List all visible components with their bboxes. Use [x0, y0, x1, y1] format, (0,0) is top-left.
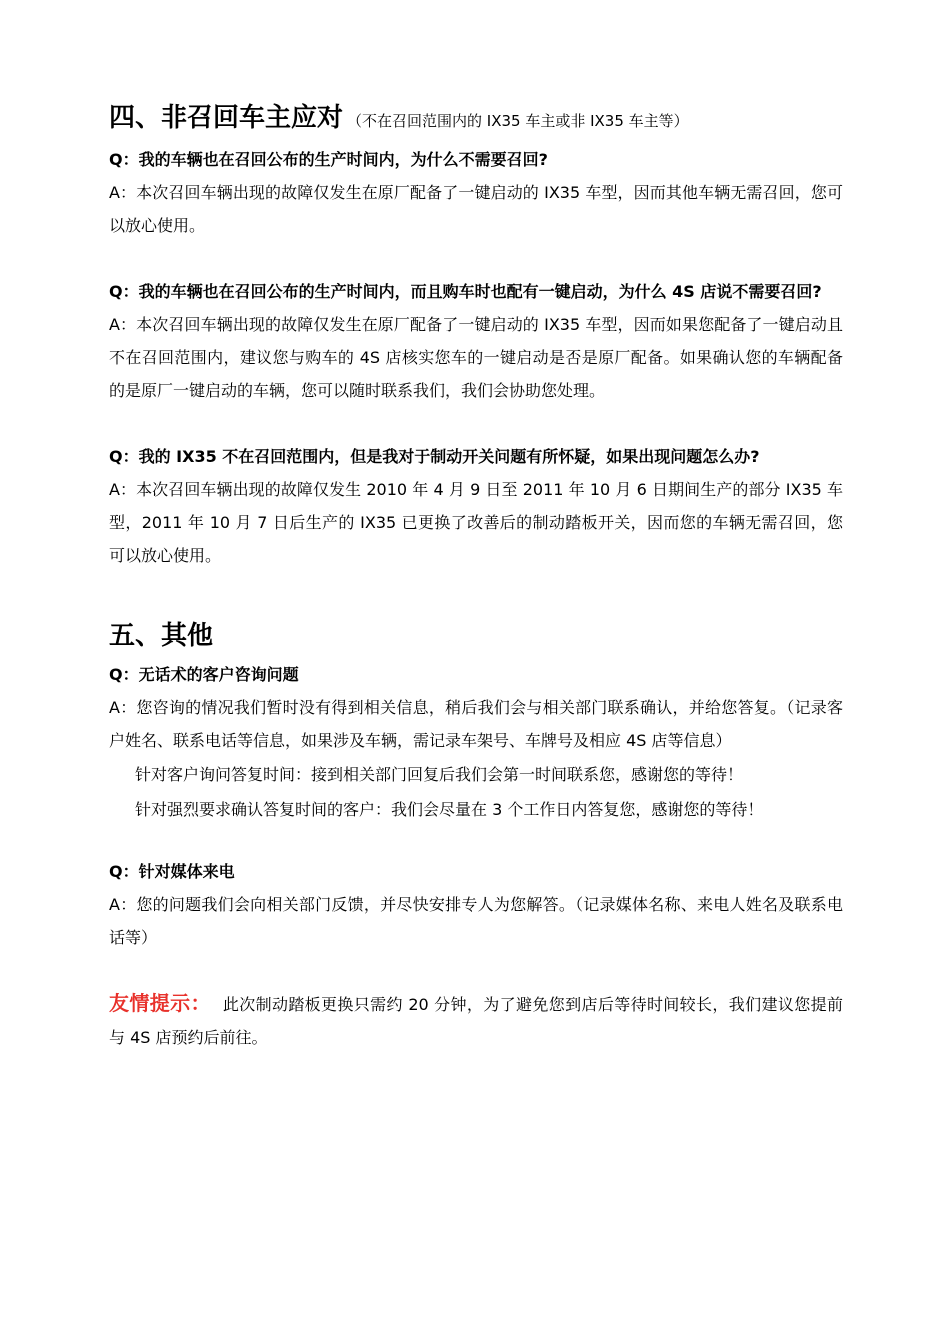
spacer: [109, 954, 843, 987]
question-4-2: Q：我的车辆也在召回公布的生产时间内，而且购车时也配有一键启动，为什么 4S 店说不需要召回?: [109, 282, 822, 301]
question-5-2: Q：针对媒体来电: [109, 862, 235, 881]
answer-4-1: A：本次召回车辆出现的故障仅发生在原厂配备了一键启动的 IX35 车型，因而其他车辆无需召回，您可以放心使用。: [109, 183, 843, 235]
section-4-heading: [109, 96, 843, 143]
document-page: [109, 96, 843, 1054]
tip-label: 友情提示：: [109, 991, 211, 1015]
question-4-3: Q：我的 IX35 不在召回范围内，但是我对于制动开关问题有所怀疑，如果出现问题怎么办?: [109, 447, 760, 466]
spacer: [109, 572, 843, 614]
question-4-1: Q：我的车辆也在召回公布的生产时间内，为什么不需要召回?: [109, 150, 548, 169]
friendly-tip: [109, 987, 843, 1054]
question-5-1: Q：无话术的客户咨询问题: [109, 665, 299, 684]
spacer: [109, 407, 843, 440]
section-4-note: （不在召回范围内的 IX35 车主或非 IX35 车主等）: [347, 112, 689, 130]
section-4-title: 四、非召回车主应对: [109, 103, 344, 133]
spacer: [109, 827, 843, 855]
reply-time-line: 针对客户询问答复时间：接到相关部门回复后我们会第一时间联系您，感谢您的等待！: [135, 765, 744, 784]
answer-5-2: A：您的问题我们会向相关部门反馈，并尽快安排专人为您解答。（记录媒体名称、来电人姓名及联系电话等）: [109, 895, 843, 947]
tip-text: 此次制动踏板更换只需约 20 分钟，为了避免您到店后等待时间较长，我们建议您提前与 4S 店预约后前往。: [109, 995, 843, 1047]
spacer: [109, 242, 843, 275]
answer-4-2: A：本次召回车辆出现的故障仅发生在原厂配备了一键启动的 IX35 车型，因而如果您配备了一键启动且不在召回范围内，建议您与购车的 4S 店核实您车的一键启动是否是原厂配备。如果确认您的车辆配备的是原厂一键启动的车辆，您可以随时联系我们，我们会协助您处理。: [109, 315, 843, 400]
urgent-reply-line: 针对强烈要求确认答复时间的客户：我们会尽量在 3 个工作日内答复您，感谢您的等待！: [135, 800, 764, 819]
answer-4-3: A：本次召回车辆出现的故障仅发生 2010 年 4 月 9 日至 2011 年 10 月 6 日期间生产的部分 IX35 车型，2011 年 10 月 7 日后生产的 IX35 已更换了改善后的制动踏板开关，因而您的车辆无需召回，您可以放心使用。: [109, 480, 843, 565]
answer-5-1: A：您咨询的情况我们暂时没有得到相关信息，稍后我们会与相关部门联系确认，并给您答复。（记录客户姓名、联系电话等信息，如果涉及车辆，需记录车架号、车牌号及相应 4S 店等信息）: [109, 698, 843, 750]
section-5-heading: 五、其他: [109, 621, 214, 651]
